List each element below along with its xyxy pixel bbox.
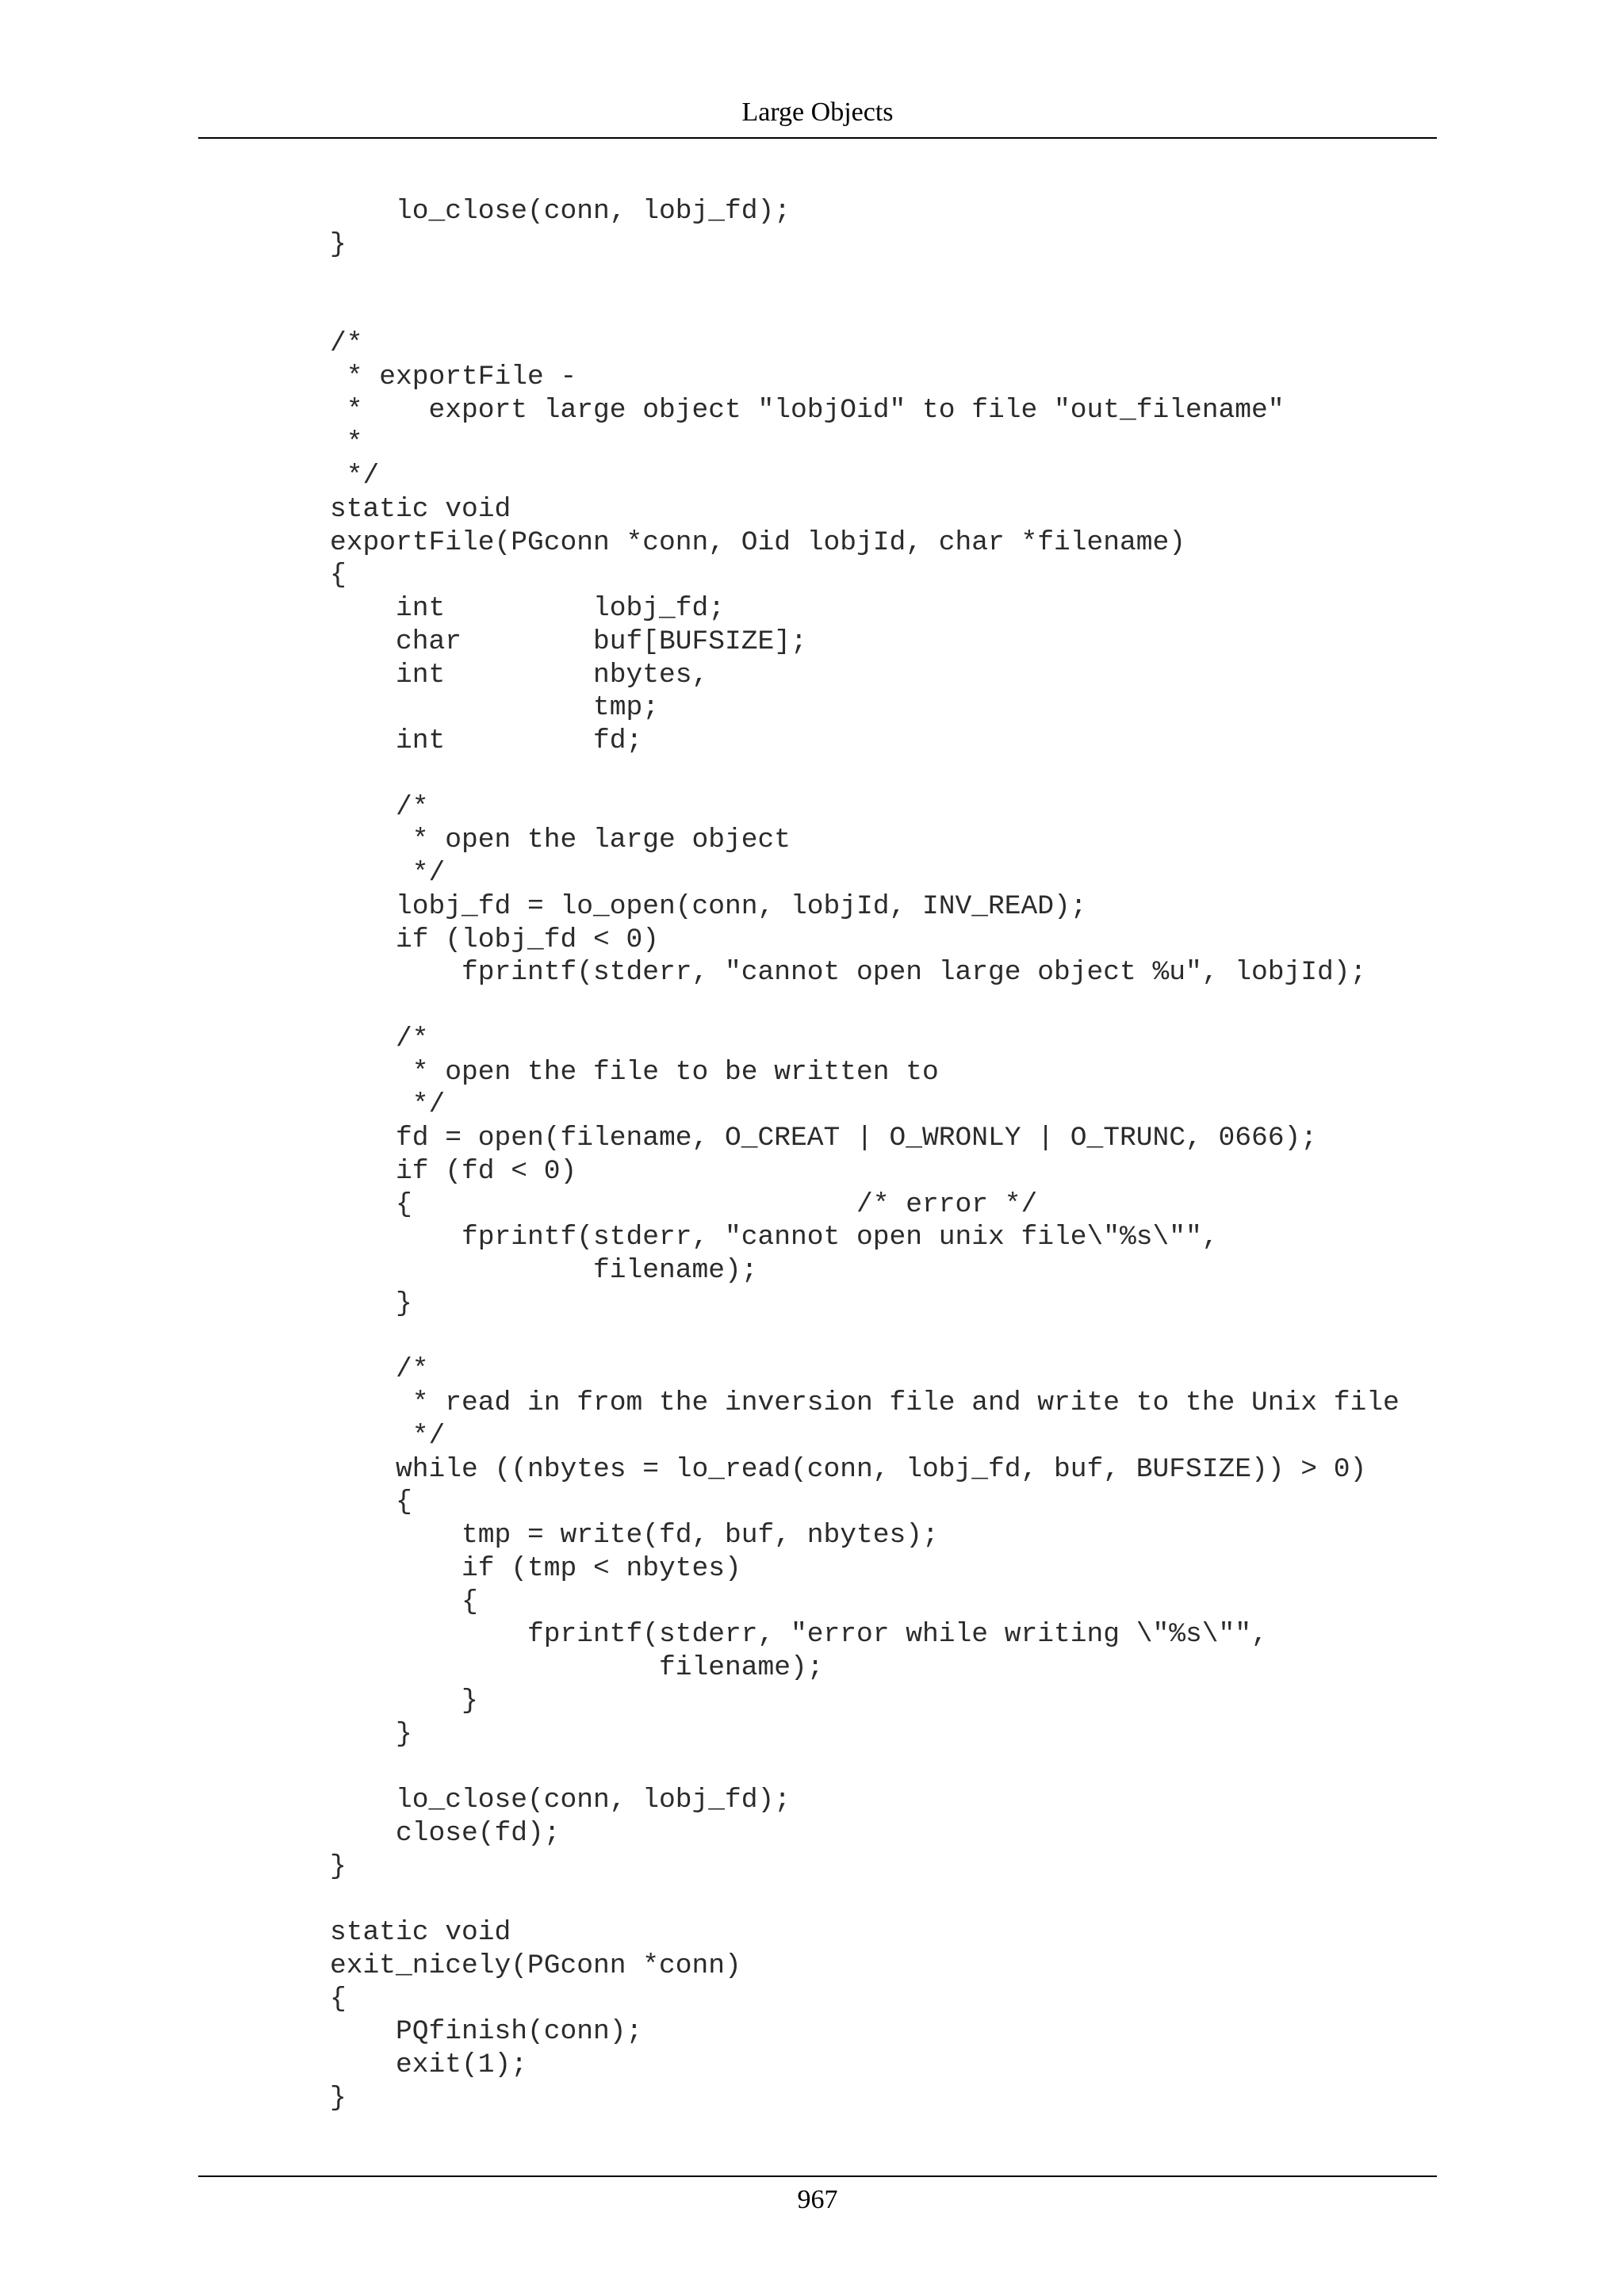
code-line: /*	[330, 791, 429, 823]
code-line: lo_close(conn, lobj_fd);	[330, 196, 791, 227]
code-line: filename);	[330, 1255, 758, 1286]
code-line: * open the large object	[330, 825, 791, 856]
code-line: /*	[330, 1023, 429, 1054]
code-line: }	[330, 2082, 347, 2114]
code-line: fd = open(filename, O_CREAT | O_WRONLY | O_TRUNC, 0666);	[330, 1123, 1318, 1154]
page-number: 967	[797, 2185, 838, 2214]
code-line: lo_close(conn, lobj_fd);	[330, 1785, 791, 1816]
code-line: { /* error */	[330, 1188, 1038, 1220]
code-line: {	[330, 1487, 412, 1518]
code-line: exit_nicely(PGconn *conn)	[330, 1950, 741, 1981]
code-line	[330, 1751, 1400, 1784]
code-line: exportFile(PGconn *conn, Oid lobjId, char *filename)	[330, 526, 1186, 558]
code-line: if (tmp < nbytes)	[330, 1552, 741, 1584]
header-rule	[198, 137, 1437, 139]
code-line: static void	[330, 1917, 511, 1948]
code-line: fprintf(stderr, "cannot open large object %u", lobjId);	[330, 957, 1367, 989]
code-line: * open the file to be written to	[330, 1056, 939, 1088]
code-line: */	[330, 1089, 446, 1121]
code-line: int fd;	[330, 725, 643, 756]
code-line: fprintf(stderr, "error while writing \"%s\"",	[330, 1619, 1268, 1651]
code-line: if (fd < 0)	[330, 1155, 577, 1187]
code-line: }	[330, 228, 347, 260]
code-line: close(fd);	[330, 1817, 561, 1849]
code-line: tmp;	[330, 692, 660, 724]
code-line: * export large object "lobjOid" to file "out_filename"	[330, 394, 1285, 426]
code-listing	[330, 195, 1400, 2115]
code-line: static void	[330, 493, 511, 525]
code-line: * exportFile -	[330, 361, 577, 392]
code-line: {	[330, 1983, 347, 2015]
code-line: */	[330, 1420, 446, 1452]
footer-rule	[198, 2175, 1437, 2177]
code-line: }	[330, 1685, 478, 1716]
code-line: */	[330, 858, 446, 889]
code-line: }	[330, 1718, 412, 1750]
code-line: int nbytes,	[330, 659, 709, 691]
code-line	[330, 1321, 1400, 1354]
code-line	[330, 758, 1400, 791]
code-line: /*	[330, 1354, 429, 1386]
code-line: char buf[BUFSIZE];	[330, 626, 807, 657]
code-line: }	[330, 1850, 347, 1882]
code-line: {	[330, 1586, 478, 1617]
code-line: */	[330, 461, 380, 492]
code-line: while ((nbytes = lo_read(conn, lobj_fd, buf, BUFSIZE)) > 0)	[330, 1453, 1367, 1485]
code-line: {	[330, 560, 347, 591]
code-line: *	[330, 427, 363, 459]
code-line: filename);	[330, 1652, 824, 1683]
code-line: }	[330, 1288, 412, 1319]
code-line	[330, 1883, 1400, 1916]
code-line	[330, 989, 1400, 1023]
code-line: /*	[330, 328, 363, 359]
code-line: tmp = write(fd, buf, nbytes);	[330, 1520, 939, 1551]
code-line: int lobj_fd;	[330, 593, 726, 624]
code-line: if (lobj_fd < 0)	[330, 924, 660, 955]
code-line	[330, 294, 1400, 327]
code-line: PQfinish(conn);	[330, 2016, 643, 2048]
running-header: Large Objects	[741, 98, 894, 127]
code-line: * read in from the inversion file and write to the Unix file	[330, 1387, 1400, 1418]
code-line: fprintf(stderr, "cannot open unix file\"%s\"",	[330, 1222, 1219, 1253]
code-line	[330, 262, 1400, 295]
code-line: exit(1);	[330, 2049, 528, 2080]
code-line: lobj_fd = lo_open(conn, lobjId, INV_READ);	[330, 890, 1087, 922]
